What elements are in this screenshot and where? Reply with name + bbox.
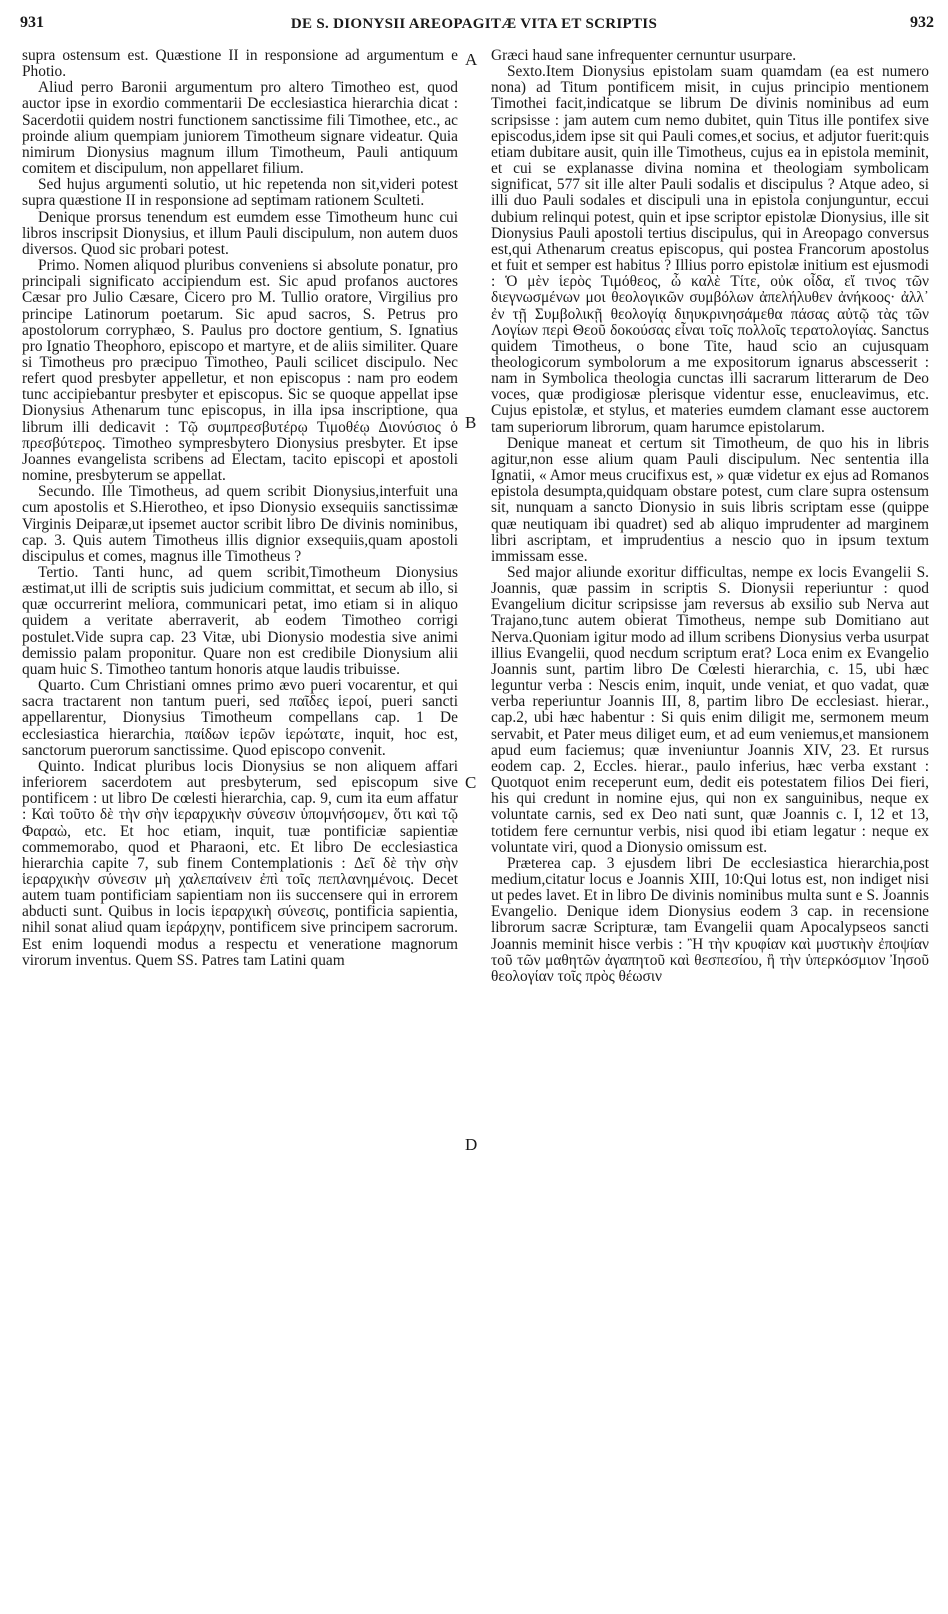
paragraph: Sexto.Item Dionysius epistolam suam quamdam (ea est numero nona) ad Titum pontificem misit, in cujus principio mentionem Timothei facit,indicatque se librum De divinis nominibus ad eum scripsisse : jam autem cum nemo dubitet, quin Titus ille pontifex sive episcodus,idem ipse sit qui Pauli comes,et socius, et adjutor fuerit:quis etiam dubitare ausit, quin ille Timotheus, cujus ea in epistola meminit, et cui se explanasse divina nomina et theologiam symbolicam significat, 577 sit ille alter Pauli sodalis et discipulus ? Atque adeo, si illi duo Pauli sodales et discipuli una in epistola conjunguntur, eccui dubium relinqui potest, quin et ipse scriptor epistolæ Dionysius, ille sit Dionysius Pauli apostoli tertius discipulus, qui in Areopago conversus est,qui Athenarum creatus episcopus, qui postea Francorum apostolus et fuit et semper est habitus ? Illius porro epistolæ initium est ejusmodi : Ὁ μὲν ἱερὸς Τιμόθεος, ὦ καλὲ Τίτε, οὐκ οἶδα, εἴ τινος τῶν διεγνωσμένων μοι θεολογικῶν συμβόλων ἀπελήλυθεν ἀνήκοος· ἀλλ᾽ ἐν τῇ Συμβολικῇ θεολογίᾳ διηυκρινησάμεθα πάσας αὐτῷ τὰς τῶν Λογίων περὶ Θεοῦ δοκούσας εἶναι τοῖς πολλοῖς τερατολογίας. Sanctus quidem Timotheus, o bone Tite, haud scio an cujusquam theologicorum symbolorum a me expositorum ignarus abscesserit : nam in Symbolica theologia cunctas illi sacrarum litterarum de Deo voces, quæ prodigiosæ plerisque videntur esse, enucleavimus, etc. Cujus epistolæ, et stylus, et materies eumdem clamant esse auctorem tam superiorum librorum, quam harumce epistolarum.: [491, 63, 929, 436]
paragraph: Denique maneat et certum sit Timotheum, de quo his in libris agitur,non esse alium quam Pauli discipulum. Nec sententia illa Ignatii, « Amor meus crucifixus est, » quæ videtur ex ejus ad Romanos epistola desumpta,quidquam obstare potest, cum clare supra ostensum sit, nunquam a sancto Dionysio in suis libris scriptam esse (quippe quæ neutiquam ibi quadret) sed ab aliquo imprudenter ad marginem libri ascriptam, et imprudentius a nescio quo in ipsum textum immissam esse.: [491, 434, 929, 565]
paragraph: supra ostensum est. Quæstione II in responsione ad argumentum e Photio.: [22, 47, 458, 81]
paragraph: Sed hujus argumenti solutio, ut hic repetenda non sit,videri potest supra quæstione II in responsione ad septimam rationem Sculteti.: [22, 176, 458, 210]
running-title: DE S. DIONYSII AREOPAGITÆ VITA ET SCRIPTIS: [290, 16, 658, 32]
paragraph: Primo. Nomen aliquod pluribus conveniens si absolute ponatur, pro principali significato accipiendum est. Sic apud profanos auctores Cæsar pro Julio Cæsare, Cicero pro M. Tullio oratore, Virgilius pro principe Latinorum poetarum. Sic apud sacros, S. Petrus pro apostolorum corryphæo, S. Paulus pro doctore gentium, S. Ignatius pro Ignatio Theophoro, episcopo et martyre, et de aliis similiter. Quare si Timotheus pro præcipuo Timotheo, Pauli scilicet discipulo. Nec refert quod presbyter appelletur, et non episcopus : nam pro eodem tunc accipiebantur presbyter et episcopus. Sic se quoque appellat ipse Dionysius Athenarum tunc episcopus, in illa ipsa inscriptione, qua librum illi dedicavit : Τῷ συμπρεσβυτέρῳ Τιμοθέῳ Διονύσιος ὁ πρεσβύτερος. Timotheo sympresbytero Dionysius presbyter. Et ipse Joannes evangelista scribens ad Electam, tacito episcopi et apostoli nomine, presbyterum se appellat.: [22, 257, 458, 485]
paragraph: Aliud perro Baronii argumentum pro altero Timotheo est, quod auctor ipse in exordio commentarii De ecclesiastica hierarchia dicat : Sacerdotii quidem nostri functionem sanctissime fili Timothee, etc., ac proinde alium quempiam juniorem Timotheum signare videatur. Quia nimirum Dionysius magnum illum Timotheum, Pauli antiquum comitem et discipulum, non appellaret filium.: [22, 79, 458, 178]
margin-letter-b: B: [465, 413, 477, 432]
paragraph: Præterea cap. 3 ejusdem libri De ecclesiastica hierarchia,post medium,citatur locus e Joannis XIII, 10:Qui lotus est, non indiget nisi ut pedes lavet. Et in libro De divinis nominibus multa sunt e S. Joannis Evangelio. Denique idem Dionysius eodem 3 cap. in recensione librorum sacræ Scripturæ, tam Evangelii quam Apocalypseos sancti Joannis meminit hisce verbis : Ἢ τὴν κρυφίαν καὶ μυστικὴν ἐποψίαν τοῦ τῶν μαθητῶν ἀγαπητοῦ καὶ θεσπεσίου, ἢ τὴν ὑπερκόσμιον Ἰησοῦ θεολογίαν τοῖς πρὸς θέωσιν: [491, 854, 929, 985]
paragraph: Tertio. Tanti hunc, ad quem scribit,Timotheum Dionysius æstimat,ut illi de scriptis suis judicium committat, et secum ab illo, si quæ occurrerint meliora, communicari petat, imo etiam si in aliquo quidem a veritate aberraverit, ab eodem Timotheo corrigi postulet.Vide supra cap. 23 Vitæ, ubi Dionysio modestia sive animi demissio palam proponitur. Quare non est credibile Dionysium alii quam huic S. Timotheo tantum honoris atque laudis tribuisse.: [22, 564, 458, 678]
paragraph: Secundo. Ille Timotheus, ad quem scribit Dionysius,interfuit una cum apostolis et S.Hierotheo, et ipso Dionysio exsequiis sanctissimæ Virginis Deiparæ,ut ipsemet auctor scribit libro De divinis nominibus, cap. 3. Quis autem Timotheus illis dignior exsequiis,quam apostoli discipulus et comes, magnus ille Timotheus ?: [22, 483, 458, 565]
margin-letter-d: D: [465, 1135, 478, 1154]
paragraph: Græci haud sane infrequenter cernuntur usurpare.: [491, 47, 797, 64]
paragraph: Denique prorsus tenendum est eumdem esse Timotheum hunc cui libros inscripsit Dionysius, et illum Pauli discipulum, non autem duos diversos. Quod sic probari potest.: [22, 208, 458, 258]
margin-letter-c: C: [465, 773, 477, 792]
margin-letter-a: A: [465, 50, 478, 69]
left-column: [22, 48, 458, 969]
paragraph: Sed major aliunde exoritur difficultas, nempe ex locis Evangelii S. Joannis, quæ passim in scriptis S. Dionysii reperiuntur : quod Evangelium dicitur scripsisse jam reversus ab exsilio sub Nerva aut Trajano,tunc autem obierat Timotheus, nempe sub Domitiano aut Nerva.Quoniam igitur modo ad illum scribens Dionysius verba usurpat illius Evangelii, quod necdum scriptum erat? Loca enim ex Evangelio Joannis sunt, partim libro De Cœlesti hierarchia, c. 15, ubi hæc leguntur verba : Nescis enim, inquit, unde veniat, et quo vadat, quæ verba reperiuntur Joannis III, 8, partim libro De ecclesiast. hierar., cap.2, ubi hæc habentur : Si quis enim diligit me, sermonem meum servabit, et Pater meus diliget eum, et ad eum veniemus,et mansionem apud eum faciemus; quæ inveniuntur Joannis XIV, 23. Et rursus eodem cap. 2, Eccles. hierar., paulo inferius, hæc verba exstant : Quotquot enim receperunt eum, dedit eis potestatem filios Dei fieri, his qui credunt in nomine ejus, qui non ex sanguinibus, neque ex voluntate carnis, sed ex Deo nati sunt, quæ Joannis c. I, 12 et 13, totidem fere cernuntur verbis, nisi quod ibi etiam legatur : neque ex voluntate viri, quod a Dionysio omissum est.: [491, 564, 929, 856]
page-header: [0, 0, 948, 40]
paragraph: Quinto. Indicat pluribus locis Dionysius se non aliquem affari inferiorem sacerdotem aut presbyterum, sed episcopum sive pontificem : ut libro De cœlesti hierarchia, cap. 9, cum ita eum affatur : Καὶ τοῦτο δὲ τὴν σὴν ἱεραρχικὴν σύνεσιν ὑπομνήσομεν, ὅτι καὶ τῷ Φαραὼ, etc. Et hoc etiam, inquit, tuæ pontificiæ sapientiæ commemorabo, quod et Pharaoni, etc. Et libro De ecclesiastica hierarchia capite 7, sub finem Contemplationis : Δεῖ δὲ τὴν σὴν ἱεραρχικὴν σύνεσιν μὴ χαλεπαίνειν ἐπὶ τοῖς πεπλανημένοις. Decet autem tuam pontificiam sapientiam non iis succensere qui in errorem abducti sunt. Quibus in locis ἱεραρχικὴ σύνεσις, pontificia sapientia, nihil sonat aliud quam ἱεράρχην, pontificem sive principem sacrorum. Est enim loquendi modus a respectu et veneratione magnorum virorum inventus. Quem SS. Patres tam Latini quam: [22, 757, 458, 969]
page-number-left: 931: [20, 14, 44, 31]
paragraph: Quarto. Cum Christiani omnes primo ævo pueri vocarentur, et qui sacra tractarent non tantum pueri, sed παῖδες ἱεροί, pueri sancti appellarentur, Dionysius Timotheum compellans cap. 1 De ecclesiastica hierarchia, παίδων ἱερῶν ἱερώτατε, inquit, hoc est, sanctorum puerorum sanctissime. Quod episcopo convenit.: [22, 677, 458, 759]
right-column: [491, 48, 929, 985]
page-number-right: 932: [910, 14, 934, 31]
